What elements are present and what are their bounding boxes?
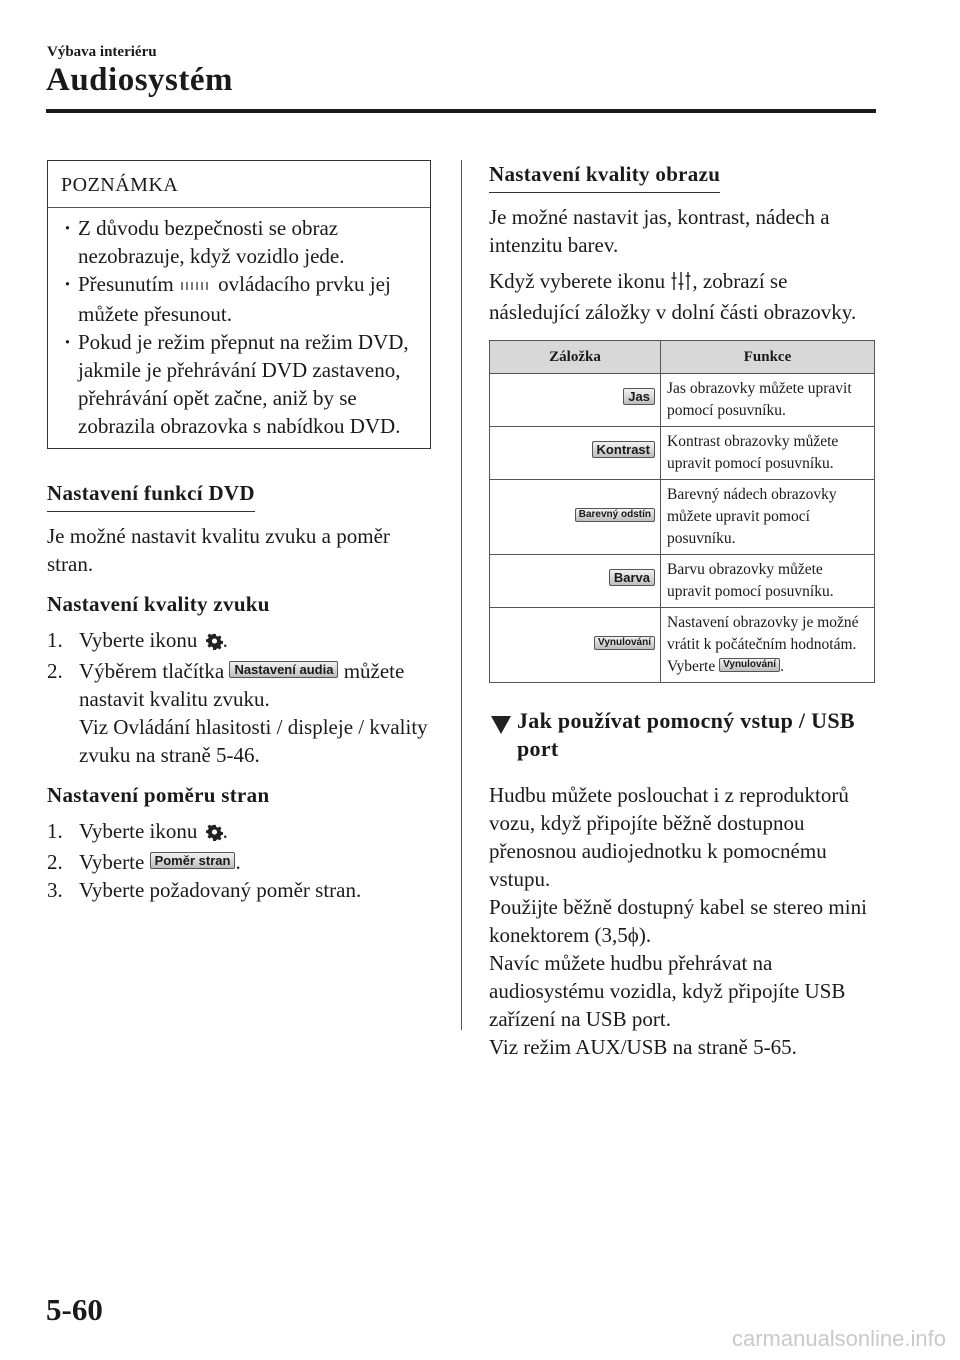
note-list xyxy=(48,208,430,448)
table-row xyxy=(490,608,875,683)
step xyxy=(47,817,437,848)
tab-cell xyxy=(490,608,661,683)
tab-cell xyxy=(490,374,661,427)
function-text: Nastavení obrazovky je možné vrátit k počátečním hodnotám. Vyberte xyxy=(667,614,859,675)
note-item-text: Přesunutím xyxy=(78,272,179,296)
step xyxy=(47,848,437,876)
step-reference: Viz Ovládání hlasitosti / displeje / kvality zvuku na straně 5-46. xyxy=(79,715,428,768)
function-cell: Kontrast obrazovky můžete upravit pomocí posuvníku. xyxy=(661,427,875,480)
table-row xyxy=(490,555,875,608)
section-label: Výbava interiéru xyxy=(47,44,157,60)
step-text: Výběrem tlačítka xyxy=(79,659,230,684)
intro-text: Když vyberete ikonu xyxy=(489,269,671,293)
image-quality-heading: Nastavení kvality obrazu xyxy=(489,160,720,193)
note-item-text: ovládacího prvku jej můžete přesunout. xyxy=(78,272,391,327)
aux-paragraph: Hudbu můžete poslouchat i z reproduktorů vozu, když připojíte běžně dostupnou přenosnou audiojednotku k pomocnému vstupu. xyxy=(489,783,849,891)
audio-settings-button[interactable]: Nastavení audia xyxy=(229,661,338,678)
tab-jas-button[interactable]: Jas xyxy=(623,388,655,405)
right-column xyxy=(489,160,879,1061)
column-header: Funkce xyxy=(661,341,875,374)
step-text: Vyberte ikonu xyxy=(79,628,203,653)
step-number: 2. xyxy=(47,850,63,875)
sound-steps xyxy=(47,626,437,769)
table-header-row xyxy=(490,341,875,374)
aspect-ratio-heading: Nastavení poměru stran xyxy=(47,783,270,808)
step-text: Vyberte ikonu xyxy=(79,819,203,844)
column-header: Záložka xyxy=(490,341,661,374)
period: . xyxy=(222,628,228,653)
aspect-steps xyxy=(47,817,437,904)
period: . xyxy=(222,819,228,844)
gear-icon xyxy=(206,629,223,657)
table-row xyxy=(490,480,875,555)
table-row xyxy=(490,427,875,480)
reset-button[interactable]: Vynulování xyxy=(719,658,780,672)
dvd-intro: Je možné nastavit kvalitu zvuku a poměr stran. xyxy=(47,524,390,577)
tab-kontrast-button[interactable]: Kontrast xyxy=(592,441,655,458)
image-intro: Je možné nastavit jas, kontrast, nádech a intenzitu barev. xyxy=(489,205,830,257)
drag-handle-icon xyxy=(179,272,213,300)
function-cell xyxy=(661,608,875,683)
column-divider xyxy=(461,160,462,1030)
tab-cell xyxy=(490,555,661,608)
tab-cell xyxy=(490,427,661,480)
image-intro-2 xyxy=(489,267,879,326)
period: . xyxy=(780,658,784,675)
function-cell: Barevný nádech obrazovky můžete upravit pomocí posuvníku. xyxy=(661,480,875,555)
watermark: carmanualsonline.info xyxy=(731,1326,946,1351)
tab-barva-button[interactable]: Barva xyxy=(609,569,655,586)
dvd-settings-heading: Nastavení funkcí DVD xyxy=(47,479,255,512)
function-cell: Barvu obrazovky můžete upravit pomocí posuvníku. xyxy=(661,555,875,608)
step-number: 2. xyxy=(47,659,63,684)
step-text: můžete nastavit kvalitu zvuku. xyxy=(79,659,405,712)
sound-quality-heading: Nastavení kvality zvuku xyxy=(47,592,270,617)
aux-usb-heading xyxy=(489,707,879,763)
note-item: · Z důvodu bezpečnosti se obraz nezobrazuje, když vozidlo jede. xyxy=(62,214,420,270)
tab-reset-button[interactable]: Vynulování xyxy=(594,636,655,650)
header-rule xyxy=(46,109,876,113)
step xyxy=(47,876,437,904)
tabs-table xyxy=(489,340,875,683)
page-number: 5-60 xyxy=(46,1292,103,1327)
page-title: Audiosystém xyxy=(46,62,234,98)
note-item: · Pokud je režim přepnut na režim DVD, jakmile je přehrávání DVD zastaveno, přehrávání opět začne, aniž by se zobrazila obrazovka s nabídkou DVD. xyxy=(62,328,420,440)
period: . xyxy=(235,850,241,875)
left-column xyxy=(47,160,437,914)
step-number: 1. xyxy=(47,628,63,653)
step-number: 3. xyxy=(47,878,63,903)
aux-reference: Viz režim AUX/USB na straně 5-65. xyxy=(489,1035,797,1059)
note-box xyxy=(47,160,431,449)
gear-icon xyxy=(206,820,223,848)
function-cell: Jas obrazovky můžete upravit pomocí posuvníku. xyxy=(661,374,875,427)
table-row xyxy=(490,374,875,427)
step xyxy=(47,657,437,769)
intro-text: , zobrazí se následující záložky v dolní části obrazovky. xyxy=(489,269,857,324)
aspect-ratio-button[interactable]: Poměr stran xyxy=(150,852,236,869)
note-heading: POZNÁMKA xyxy=(48,161,430,208)
aux-heading-text: Jak používat pomocný vstup / USB port xyxy=(517,708,855,761)
tab-cell xyxy=(490,480,661,555)
step-text: Vyberte požadovaný poměr stran. xyxy=(79,878,362,903)
aux-paragraph: Použijte běžně dostupný kabel se stereo mini konektorem (3,5ϕ). xyxy=(489,895,867,947)
aux-paragraph: Navíc můžete hudbu přehrávat na audiosystému vozidla, když připojíte USB zařízení na USB port. xyxy=(489,951,846,1031)
step xyxy=(47,626,437,657)
step-number: 1. xyxy=(47,819,63,844)
triangle-down-icon xyxy=(491,713,511,741)
equalizer-icon xyxy=(671,270,691,298)
tab-tint-button[interactable]: Barevný odstín xyxy=(575,508,655,522)
note-item xyxy=(62,270,420,328)
step-text: Vyberte xyxy=(79,850,150,875)
